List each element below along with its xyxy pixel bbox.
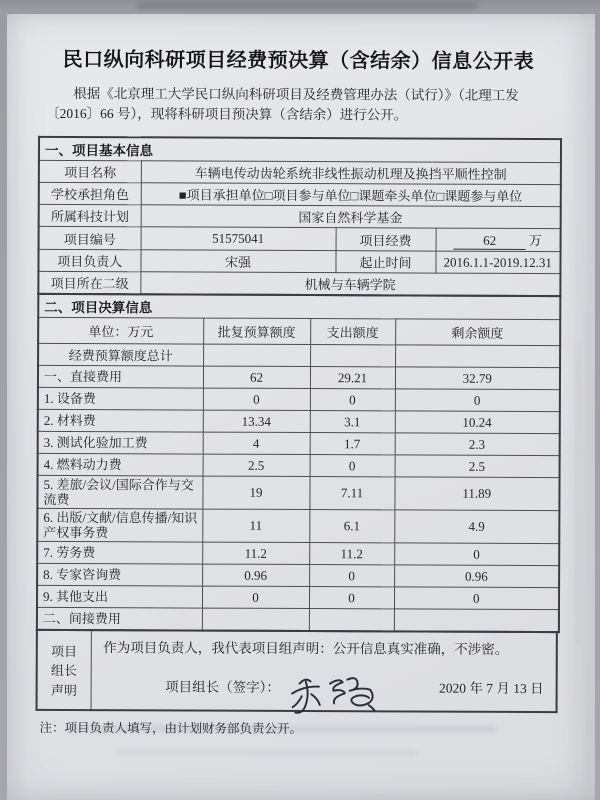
budget-cell-remaining: 0: [394, 587, 559, 610]
college-value: 机械与车辆学院: [140, 272, 560, 296]
side-label-line: 组长: [50, 662, 77, 679]
project-funds-value: [436, 228, 561, 252]
table-row: [39, 204, 561, 228]
table-row: [39, 182, 561, 206]
table-row: [37, 629, 557, 711]
budget-cell-spent: 6.1: [309, 510, 394, 543]
declaration-table: [36, 628, 558, 712]
paper-document: [7, 14, 595, 800]
budget-cell-spent: 3.1: [310, 411, 395, 433]
budget-row-label: 7. 劳务费: [37, 541, 202, 564]
budget-cell-remaining: 0.96: [394, 565, 559, 588]
budget-cell-approved: 13.34: [203, 410, 310, 432]
declaration-side-label: [37, 629, 91, 709]
side-label-line: 声明: [50, 682, 77, 698]
budget-header-row: [38, 317, 560, 345]
budget-total-row: [38, 343, 560, 367]
budget-row-label: 一、直接费用: [38, 365, 203, 388]
budget-cell-approved: 2.5: [203, 454, 310, 476]
table-row: [38, 294, 560, 320]
section-header-budget-info: 二、项目决算信息: [38, 294, 560, 320]
handwritten-signature: [285, 667, 383, 718]
budget-cell-approved: 0: [202, 586, 309, 608]
project-code-value: 51575041: [141, 227, 336, 251]
budget-cell-approved: [202, 608, 309, 630]
project-name-label: 项目名称: [39, 160, 141, 182]
budget-row-label: 3. 测试化验加工费: [38, 431, 203, 454]
column-header-remaining: 剩余额度: [395, 319, 560, 346]
budget-cell-remaining: 32.79: [395, 367, 560, 390]
bleedthrough-smudge: [117, 750, 417, 755]
program-value: 国家自然科学基金: [141, 205, 561, 229]
budget-cell-approved: 62: [203, 366, 310, 388]
period-value: 2016.1.1-2019.12.31: [435, 251, 560, 274]
budget-cell-remaining: 2.5: [395, 455, 560, 478]
page-title: 民口纵向科研项目经费预决算（含结余）信息公开表: [62, 48, 535, 74]
budget-cell-remaining: 4.9: [394, 510, 559, 544]
table-row: [38, 365, 560, 389]
empty-cell: [395, 345, 560, 368]
table-row: [37, 585, 559, 609]
declaration-statement: 作为项目负责人，我代表项目组声明：公开信息真实准确，不涉密。: [103, 639, 509, 657]
budget-cell-approved: 0.96: [202, 564, 309, 586]
project-funds-label: 项目经费: [336, 228, 436, 251]
budget-row-label: 4. 燃料动力费: [38, 453, 203, 476]
project-leader-value: 宋强: [140, 250, 335, 273]
table-row: [37, 475, 559, 510]
budget-total-label: 经费预算额度总计: [38, 343, 203, 366]
budget-cell-spent: 29.21: [310, 367, 395, 389]
budget-cell-remaining: 2.3: [395, 433, 560, 456]
budget-row-label: 8. 专家咨询费: [37, 563, 202, 586]
project-name-value: 车辆电传动齿轮系统非线性振动机理及换挡平顺性控制: [141, 161, 561, 185]
budget-cell-spent: 11.2: [309, 543, 394, 565]
budget-cell-approved: 19: [202, 476, 309, 509]
table-row: [38, 387, 560, 411]
form-content: [5, 13, 596, 738]
budget-cell-spent: 0: [310, 389, 395, 411]
budget-row-label: 2. 材料费: [38, 409, 203, 432]
budget-cell-remaining: 0: [394, 543, 559, 566]
budget-cell-remaining: 11.89: [394, 477, 559, 511]
college-label: 项目所在二级: [38, 271, 140, 294]
budget-cell-spent: 7.11: [309, 477, 394, 510]
column-header-spent: 支出额度: [310, 319, 395, 345]
signature-label: 项目组长（签字）：: [165, 678, 280, 695]
budget-cell-approved: 4: [203, 432, 310, 454]
budget-row-label: 1. 设备费: [38, 387, 203, 410]
unit-label: 单位：万元: [38, 317, 203, 344]
budget-row-label: 二、间接费用: [37, 607, 202, 630]
signature-date: 2020 年 7 月 13 日: [438, 680, 544, 696]
basic-info-table: [37, 136, 562, 297]
funds-unit: 万: [528, 232, 542, 249]
table-row: [38, 431, 560, 455]
budget-row-label: 9. 其他支出: [37, 585, 202, 608]
bleedthrough-smudge: [137, 2, 477, 10]
school-role-label: 学校承担角色: [39, 182, 141, 204]
empty-cell: [203, 344, 310, 366]
table-row: [39, 137, 561, 163]
budget-cell-spent: 0: [309, 565, 394, 587]
table-row: [37, 508, 559, 543]
project-leader-label: 项目负责人: [38, 249, 140, 271]
table-row: [39, 226, 561, 251]
table-row: [38, 453, 560, 477]
table-row: [38, 249, 560, 273]
table-row: [38, 409, 560, 433]
program-label: 所属科技计划: [39, 204, 141, 226]
budget-cell-spent: [309, 609, 394, 631]
budget-cell-remaining: 10.24: [395, 411, 560, 434]
school-role-checkboxes: ■项目承担单位□项目参与单位□课题牵头单位□课题参与单位: [141, 183, 561, 207]
declaration-body: [91, 630, 557, 712]
budget-cell-spent: 0: [310, 455, 395, 477]
budget-cell-spent: 1.7: [310, 433, 395, 455]
signature-row: [103, 673, 546, 697]
budget-cell-remaining: [394, 609, 559, 632]
budget-row-label: 6. 出版/文献/信息传播/知识产权事务费: [37, 508, 202, 542]
table-row: [39, 160, 561, 184]
section-header-basic-info: 一、项目基本信息: [39, 137, 561, 163]
table-row: [37, 541, 559, 565]
budget-cell-approved: 11.2: [202, 542, 309, 564]
column-header-approved: 批复预算额度: [203, 318, 310, 344]
declaration-side-label-lines: [42, 638, 87, 700]
budget-cell-spent: 0: [309, 587, 394, 609]
table-row: [37, 563, 559, 587]
budget-cell-approved: 11: [202, 509, 309, 542]
footnote: 注：项目负责人填写，由计划财务部负责公开。: [39, 720, 303, 736]
budget-cell-approved: 0: [203, 388, 310, 410]
period-label: 起止时间: [335, 251, 435, 273]
budget-cell-remaining: 0: [395, 389, 560, 412]
intro-paragraph: 根据《北京理工大学民口纵向科研项目及经费管理办法（试行）》（北理工发〔2016〕66 号），现将科研项目预决算（含结余）进行公开。: [46, 86, 519, 123]
project-code-label: 项目编号: [39, 226, 141, 249]
empty-cell: [310, 345, 395, 367]
funds-amount: 62: [454, 233, 526, 250]
budget-table: [36, 293, 561, 633]
budget-row-label: 5. 差旅/会议/国际合作与交流费: [37, 475, 202, 509]
side-label-line: 项目: [50, 643, 78, 659]
